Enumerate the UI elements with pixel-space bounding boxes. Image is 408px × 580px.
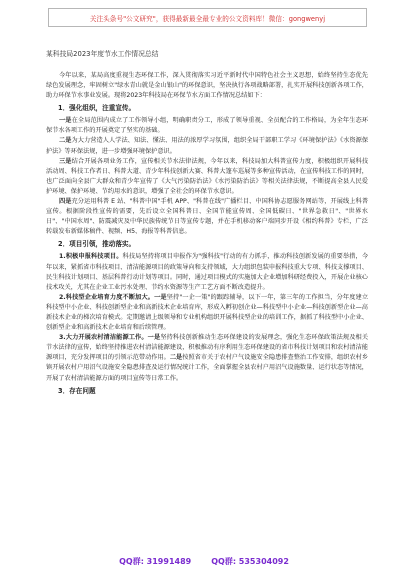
para-text: 在全局范围内成立了工作领导小组，明确职责分工，形成了领导重视、全员配合的工作格局，为全年生态环保节水各项工作的开展奠定了坚实的基础。 <box>46 117 369 135</box>
qq-group-2: QQ群: 535304092 <box>211 557 289 566</box>
lead-marker: 一是 <box>147 334 161 342</box>
lead-marker: 三是 <box>59 157 72 165</box>
promo-banner: 关注头条号"公文研究"，获得最新最全最专业的公文资料库！微信：gongwenyj <box>48 8 367 27</box>
qq-group-1: QQ群: 31991489 <box>119 557 192 566</box>
section-2-para-1 <box>46 252 368 292</box>
section-1-para-1 <box>46 116 368 136</box>
para-text: 科技局坚持将项目申报作为"强科技"行动的有力抓手，推动科技创新发展的重要举措，今年以来，紧抓省市科技项目、清洁能源项目的政策导向和支持领域，大力组织包装申报科技重大专项、科技支撑项目、民生科技计划项目、基层科普行动计划等项目。同时，通过项目模式的实施加大企业增加科研经费投入，开展企业核心技术攻关，尤其在企业工业污水处理、节约水资源等生产工艺方面不断改造提升。 <box>46 253 369 291</box>
document-body <box>46 48 368 399</box>
section-3-heading: 3．存在问题 <box>58 386 96 395</box>
lead-marker: 四是 <box>59 198 72 206</box>
section-1-para-4 <box>46 197 368 237</box>
para-text: 结合开展各项业务工作，宣传相关节水法律法规，今年以来，科技局加大科普宣传力度，积极组织开展科技活动周、科技工作者日、科普大道、青少年科技创新大赛、科普大篷车巡展等多种宣传活动，在宣传科技工作的同时，也广泛面向全县广大群众和青少年宣传了《大气污染防治法》《水污染防治法》等相关法律法规，不断提高全县人民爱护环境、保护环境、节约用水的意识，增强了全社会的环保节水意识。 <box>46 157 369 195</box>
lead-marker: 3.大力开展农村清洁能源工作。 <box>59 334 148 342</box>
section-2-para-3 <box>46 333 368 383</box>
section-1-para-2 <box>46 136 368 156</box>
lead-marker: 一是 <box>59 117 72 125</box>
lead-marker: 1.积极申报科技项目。 <box>59 253 123 261</box>
section-2-heading: 2．项目引领，推动落实。 <box>58 240 136 249</box>
lead-marker: 二是 <box>169 354 183 362</box>
lead-marker: 一是 <box>154 293 167 301</box>
lead-marker: 2.科技型企业培育力度不断加大。 <box>59 293 155 301</box>
section-1-heading: 1．强化组织，注重宣传。 <box>58 104 136 113</box>
para-text: 坚持科技创新推动生态环保建设的发展理念，强化生态环保政策法规及相关节水法律的宣传，始终坚持推进农村清洁能源建设，积极推动有序利用生态环保建设的省市科技计划项目和农村清洁能源项目，充分发挥项目的引领示范带动作用。 <box>46 334 369 362</box>
para-text: 充分运用科普 E 站、"科普中国"手机 APP、"科普在线"广播栏目、中国科协志愿服务网站等，开展线上科普宣传。根据阶段性宣传的需要，先后设立全国科普日、全国节能宣传周、全国低碳日、"世界急救日"、"世界水日"、"中国水周"、防震减灾及中华民族传统节日等宣传专题，并在手机移动客户端同步开设《相约科普》专栏，广泛转载发布新媒体稿件、视频、H5、海报等科普信息。 <box>46 198 369 236</box>
para-text: 坚持"一企一策"的跟踪辅导，以下一年，第三年的工作担当，分年度建立科技型中小企业、科技创新型企业和高新技术企业培育库，形成入孵初创企业—科技型中小企业—科技创新型企业—高新技术企业的梯次培育模式。定期邀请上级领导和专业机构组织开展科技型企业的培训工作，据抓了科技型中小企业、创新型企业和高新技术企业培育和后续管理。 <box>46 293 369 332</box>
lead-marker: 二是 <box>59 137 72 145</box>
section-2-para-2 <box>46 293 368 333</box>
footer <box>0 556 408 570</box>
para-text: 为大力营造人人学法、知法、懂法、用法的浓厚学习氛围，组织全局干部职工学习《环境保护法》《水资源保护法》等环保法规，进一步增强环境保护意识。 <box>46 137 369 155</box>
section-1-para-3 <box>46 157 368 197</box>
para-text: 按照省市关于农村户气设施安全隐患排查整治工作安排，组织农村乡镇开展农村户用沼气设施安全隐患排查及运行情况统计工作，全面掌握全县农村户用沼气设施数量、运行状态等情况，开展了农村清洁能源方面的项目宣传等日常工作。 <box>46 354 369 382</box>
intro-paragraph: 今年以来，某局高度重视生态环保工作，深入贯彻落实习近平新时代中国特色社会主义思想，始终坚持生态优先绿色发展理念，牢固树立"绿水青山就是金山银山"的环保意识，坚决执行各项战略部署，扎实开展科技创新各项工作，助力环保节水事业发展。现将2023年科技局在环保节水方面工作情况总结如下： <box>46 72 368 100</box>
document-title: 某科技局2023年度节水工作情况总结 <box>46 50 159 58</box>
